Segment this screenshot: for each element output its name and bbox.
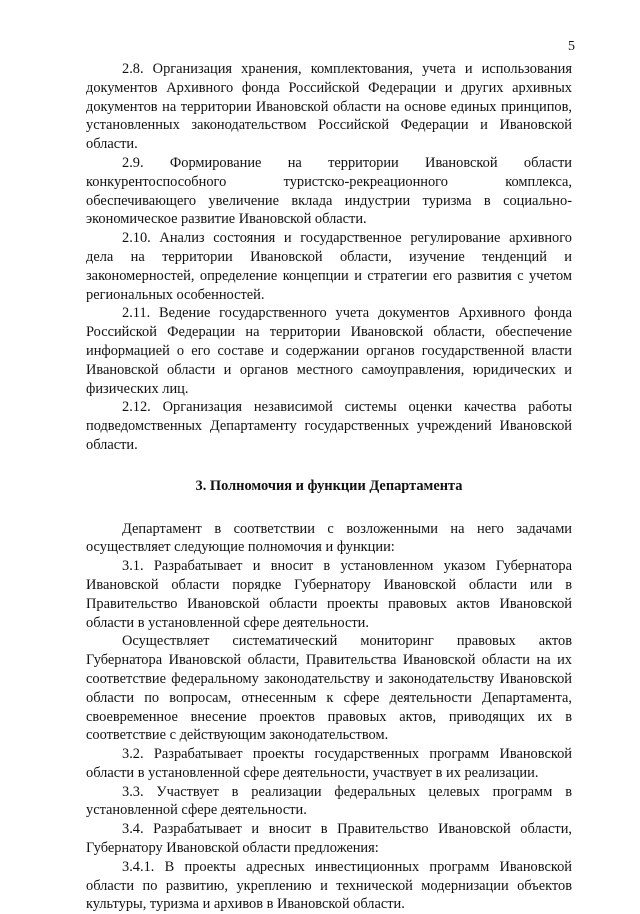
paragraph-2-9: 2.9. Формирование на территории Ивановской области конкурентоспособного туристско-рекреационного комплекса, обеспечивающего увеличение вклада индустрии туризма в социально-экономическое развитие Ивановской области. (86, 154, 572, 228)
paragraph-2-12: 2.12. Организация независимой системы оценки качества работы подведомственных Департаменту государственных учреждений Ивановской области. (86, 399, 572, 453)
section-heading: 3. Полномочия и функции Департамента (195, 477, 463, 494)
paragraph-2-8: 2.8. Организация хранения, комплектования, учета и использования документов Архивного фонда Российской Федерации и других архивных документов на территории Ивановской области на основе единых принципов, установленных законодательством Российской Федерации и Ивановской области. (86, 61, 572, 153)
paragraph-3-2: 3.2. Разрабатывает проекты государственных программ Ивановской области в установленной сфере деятельности, участвует в их реализации. (86, 746, 572, 781)
paragraph-3-1: 3.1. Разрабатывает и вносит в установленном указом Губернатора Ивановской области порядке Губернатору Ивановской области или в Правительство Ивановской области проекты правовых актов Ивановской области в установленной сфере деятельности. (86, 558, 572, 631)
paragraph-2-11: 2.11. Ведение государственного учета документов Архивного фонда Российской Федерации на территории Ивановской области, обеспечение информацией о его составе и содержании органов государственной власти Ивановской области и органов местного самоуправления, юридических и физических лиц. (86, 305, 572, 397)
paragraph-3-3: 3.3. Участвует в реализации федеральных целевых программ в установленной сфере деятельности. (86, 783, 572, 819)
document-body (86, 60, 572, 914)
paragraph-monitoring: Осуществляет систематический мониторинг правовых актов Губернатора Ивановской области, Правительства Ивановской области на их соответствие федеральному законодательству и законодательству Ивановской области по вопросам, отнесенным к сфере деятельности Департамента, своевременное внесение проектов правовых актов, приводящих их в соответствие с действующим законодательством. (86, 633, 572, 744)
paragraph-intro: Департамент в соответствии с возложенными на него задачами осуществляет следующие полномочия и функции: (86, 520, 572, 556)
page-number: 5 (568, 39, 575, 54)
paragraph-3-4: 3.4. Разрабатывает и вносит в Правительство Ивановской области, Губернатору Ивановской области предложения: (86, 821, 572, 857)
paragraph-2-10: 2.10. Анализ состояния и государственное регулирование архивного дела на территории Ивановской области, изучение тенденций и закономерностей, определение концепции и стратегии его развития с учетом региональных особенностей. (86, 230, 572, 303)
paragraph-3-4-1: 3.4.1. В проекты адресных инвестиционных программ Ивановской области по развитию, укреплению и технической модернизации объектов культуры, туризма и архивов в Ивановской области. (86, 858, 572, 913)
